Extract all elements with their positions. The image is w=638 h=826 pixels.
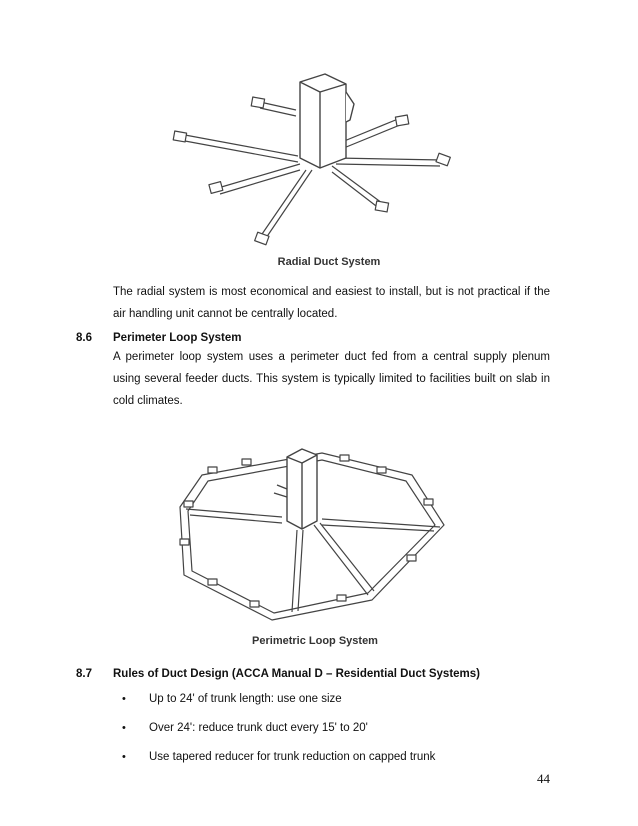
section-number: 8.6 — [76, 332, 92, 344]
radial-duct-illustration — [160, 70, 460, 250]
section-8-7-heading — [76, 668, 480, 680]
section-8-6-heading — [76, 332, 241, 344]
list-item — [122, 690, 435, 719]
section-number: 8.7 — [76, 668, 92, 680]
bullet-icon: • — [122, 751, 126, 763]
list-item-text: Up to 24' of trunk length: use one size — [149, 693, 342, 705]
bullet-icon: • — [122, 693, 126, 705]
bullet-icon: • — [122, 722, 126, 734]
page-number: 44 — [537, 771, 550, 786]
feeder-ducts — [186, 509, 440, 612]
duct-design-rules-list — [122, 690, 435, 777]
list-item-text: Use tapered reducer for trunk reduction on capped trunk — [149, 751, 436, 763]
central-unit — [300, 74, 354, 168]
perimeter-paragraph: A perimeter loop system uses a perimeter duct fed from a central supply plenum using several feeder ducts. This system is typically limited to facilities built on slab in cold climates. — [113, 351, 550, 407]
perimeter-figure-caption: Perimetric Loop System — [252, 635, 378, 647]
radial-duct-figure — [160, 70, 460, 250]
section-title: Perimeter Loop System — [113, 332, 242, 344]
radial-paragraph: The radial system is most economical and easiest to install, but is not practical if the air handling unit cannot be centrally located. — [113, 286, 550, 320]
list-item — [122, 748, 435, 777]
radial-figure-caption: Radial Duct System — [277, 256, 381, 268]
perimeter-loop-illustration — [172, 445, 452, 625]
section-title: Rules of Duct Design (ACCA Manual D – Residential Duct Systems) — [113, 668, 481, 680]
perimeter-loop-figure — [172, 445, 452, 625]
list-item-text: Over 24': reduce trunk duct every 15' to 20' — [149, 722, 368, 734]
list-item — [122, 719, 435, 748]
